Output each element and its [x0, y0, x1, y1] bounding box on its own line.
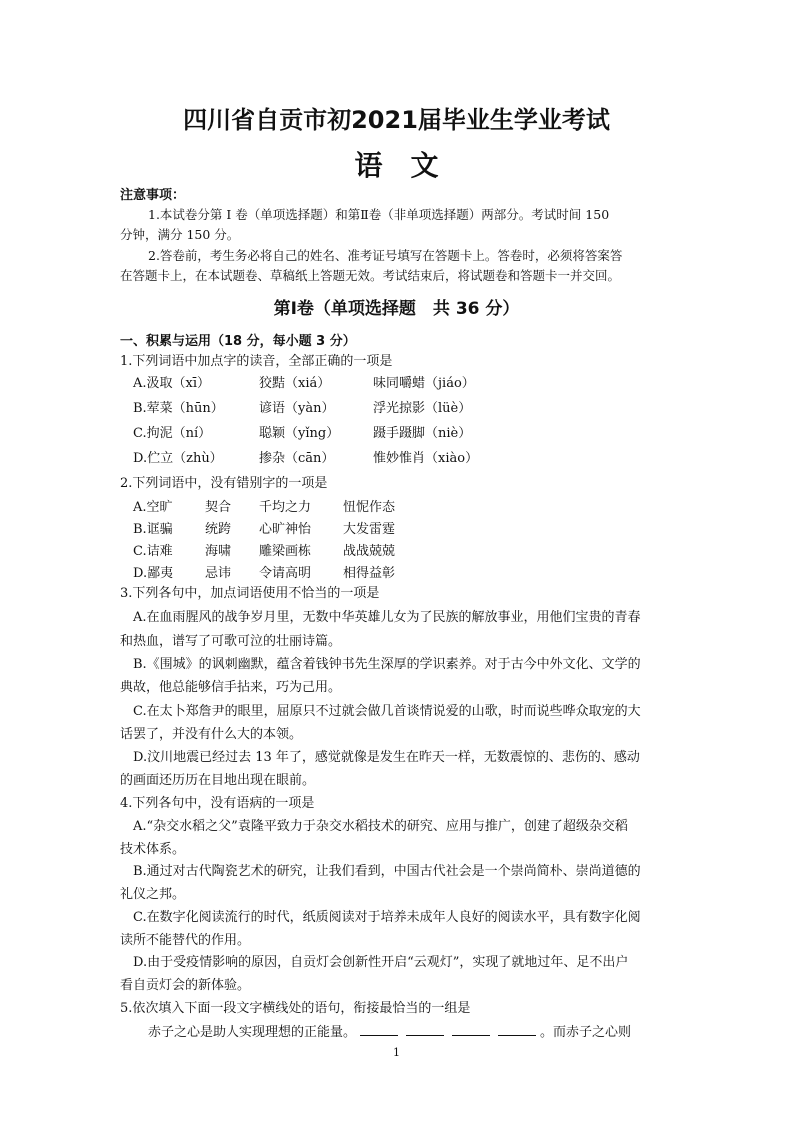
q5-text-start: 赤子之心是助人实现理想的正能量。 — [148, 1025, 357, 1040]
q1-a-word3: 味同嚼蜡（jiáo） — [373, 376, 475, 391]
notice-item2-line2: 在答题卡上，在本试题卷、草稿纸上答题无效。考试结束后，将试题卷和答题卡一并交回。 — [120, 268, 621, 283]
q1-a-word2: 狡黠（xiá） — [259, 376, 331, 391]
notice-item1-line2: 分钟，满分 150 分。 — [120, 227, 240, 242]
q2-c-word3: 雕梁画栋 — [259, 544, 312, 559]
q1-stem: 1.下列词语中加点字的读音，全部正确的一项是 — [120, 354, 393, 369]
notice-heading: 注意事项： — [120, 188, 186, 203]
exam-title: 四川省自贡市初2021届毕业生学业考试 — [183, 106, 610, 134]
q2-a-word3: 千均之力 — [259, 500, 312, 515]
section-title: 第Ⅰ卷（单项选择题 共 36 分） — [273, 299, 520, 319]
q3-option-c-line2: 话罢了，并没有什么大的本领。 — [120, 727, 303, 742]
part1-heading: 一、积累与运用（18 分，每小题 3 分） — [120, 334, 356, 349]
notice-item2-line1: 2.答卷前，考生务必将自己的姓名、准考证号填写在答题卡上。答卷时，必须将答案答 — [148, 248, 623, 263]
q1-d-word2: 掺杂（cān） — [259, 451, 335, 466]
q3-option-a-line1: A.在血雨腥风的战争岁月里，无数中华英雄儿女为了民族的解放事业，用他们宝贵的青春 — [133, 610, 641, 625]
q1-a-word1: A.汲取（xī） — [133, 376, 211, 391]
q1-d-word1: D.伫立（zhù） — [133, 451, 223, 466]
q5-text-end: 。而赤子之心则 — [540, 1025, 632, 1040]
q1-b-word3: 浮光掠影（lüè） — [373, 401, 472, 416]
q2-d-word4: 相得益彰 — [343, 566, 396, 581]
q5-blank-3 — [452, 1023, 490, 1036]
q4-stem: 4.下列各句中，没有语病的一项是 — [120, 796, 315, 811]
q4-option-a-line2: 技术体系。 — [120, 842, 186, 857]
q5-blank-2 — [406, 1023, 444, 1036]
q2-c-word2: 海啸 — [205, 544, 232, 559]
q3-option-b-line2: 典故，他总能够信手拈来，巧为己用。 — [120, 680, 342, 695]
notice-item1-line1: 1.本试卷分第 Ⅰ 卷（单项选择题）和第Ⅱ卷（非单项选择题）两部分。考试时间 150 — [148, 207, 610, 222]
q1-c-word3: 蹑手蹑脚（niè） — [373, 426, 472, 441]
q1-c-word1: C.拘泥（ní） — [133, 426, 212, 441]
q2-stem: 2.下列词语中，没有错别字的一项是 — [120, 476, 328, 491]
q4-option-b-line1: B.通过对古代陶瓷艺术的研究，让我们看到，中国古代社会是一个崇尚简朴、崇尚道德的 — [133, 864, 641, 879]
q2-d-word2: 忌讳 — [205, 566, 232, 581]
q2-c-word1: C.诘难 — [133, 544, 173, 559]
q2-b-word2: 统跨 — [205, 522, 232, 537]
q3-stem: 3.下列各句中，加点词语使用不恰当的一项是 — [120, 586, 380, 601]
q5-blank-1 — [360, 1023, 398, 1036]
q5-stem: 5.依次填入下面一段文字横线处的语句，衔接最恰当的一组是 — [120, 1001, 471, 1016]
q3-option-c-line1: C.在太卜郑詹尹的眼里，屈原只不过就会做几首谈情说爱的山歌，时而说些哗众取宠的大 — [133, 704, 641, 719]
q2-c-word4: 战战兢兢 — [343, 544, 396, 559]
q1-b-word2: 谚语（yàn） — [259, 401, 335, 416]
q3-option-d-line1: D.汶川地震已经过去 13 年了，感觉就像是发生在昨天一样，无数震惊的、悲伤的、感动 — [133, 750, 640, 765]
q4-option-a-line1: A.“杂交水稻之父”袁隆平致力于杂交水稻技术的研究、应用与推广，创建了超级杂交稻 — [133, 819, 628, 834]
page-number: 1 — [393, 1046, 400, 1059]
q2-a-word4: 忸怩作态 — [343, 500, 396, 515]
q4-option-b-line2: 礼仪之邦。 — [120, 887, 186, 902]
q1-d-word3: 惟妙惟肖（xiào） — [373, 451, 479, 466]
q1-c-word2: 聪颖（yǐng） — [259, 426, 340, 441]
q3-option-a-line2: 和热血，谱写了可歌可泣的壮丽诗篇。 — [120, 634, 342, 649]
q3-option-d-line2: 的画面还历历在目地出现在眼前。 — [120, 773, 316, 788]
q1-b-word1: B.荤菜（hūn） — [133, 401, 224, 416]
q4-option-d-line1: D.由于受疫情影响的原因，自贡灯会创新性开启“云观灯”，实现了就地过年、足不出户 — [133, 955, 629, 970]
q5-text — [148, 1021, 631, 1040]
q4-option-c-line1: C.在数字化阅读流行的时代，纸质阅读对于培养未成年人良好的阅读水平，具有数字化阅 — [133, 910, 641, 925]
subject-title: 语文 — [354, 149, 467, 182]
q2-a-word1: A.空旷 — [133, 500, 173, 515]
q2-b-word1: B.诓骗 — [133, 522, 173, 537]
q2-b-word4: 大发雷霆 — [343, 522, 396, 537]
q4-option-c-line2: 读所不能替代的作用。 — [120, 933, 251, 948]
q5-blank-4 — [498, 1023, 536, 1036]
q3-option-b-line1: B.《围城》的讽刺幽默，蕴含着钱钟书先生深厚的学识素养。对于古今中外文化、文学的 — [133, 657, 641, 672]
q2-b-word3: 心旷神怡 — [259, 522, 312, 537]
q2-d-word3: 令请高明 — [259, 566, 312, 581]
q4-option-d-line2: 看自贡灯会的新体验。 — [120, 978, 251, 993]
q2-a-word2: 契合 — [205, 500, 232, 515]
q2-d-word1: D.鄙夷 — [133, 566, 174, 581]
